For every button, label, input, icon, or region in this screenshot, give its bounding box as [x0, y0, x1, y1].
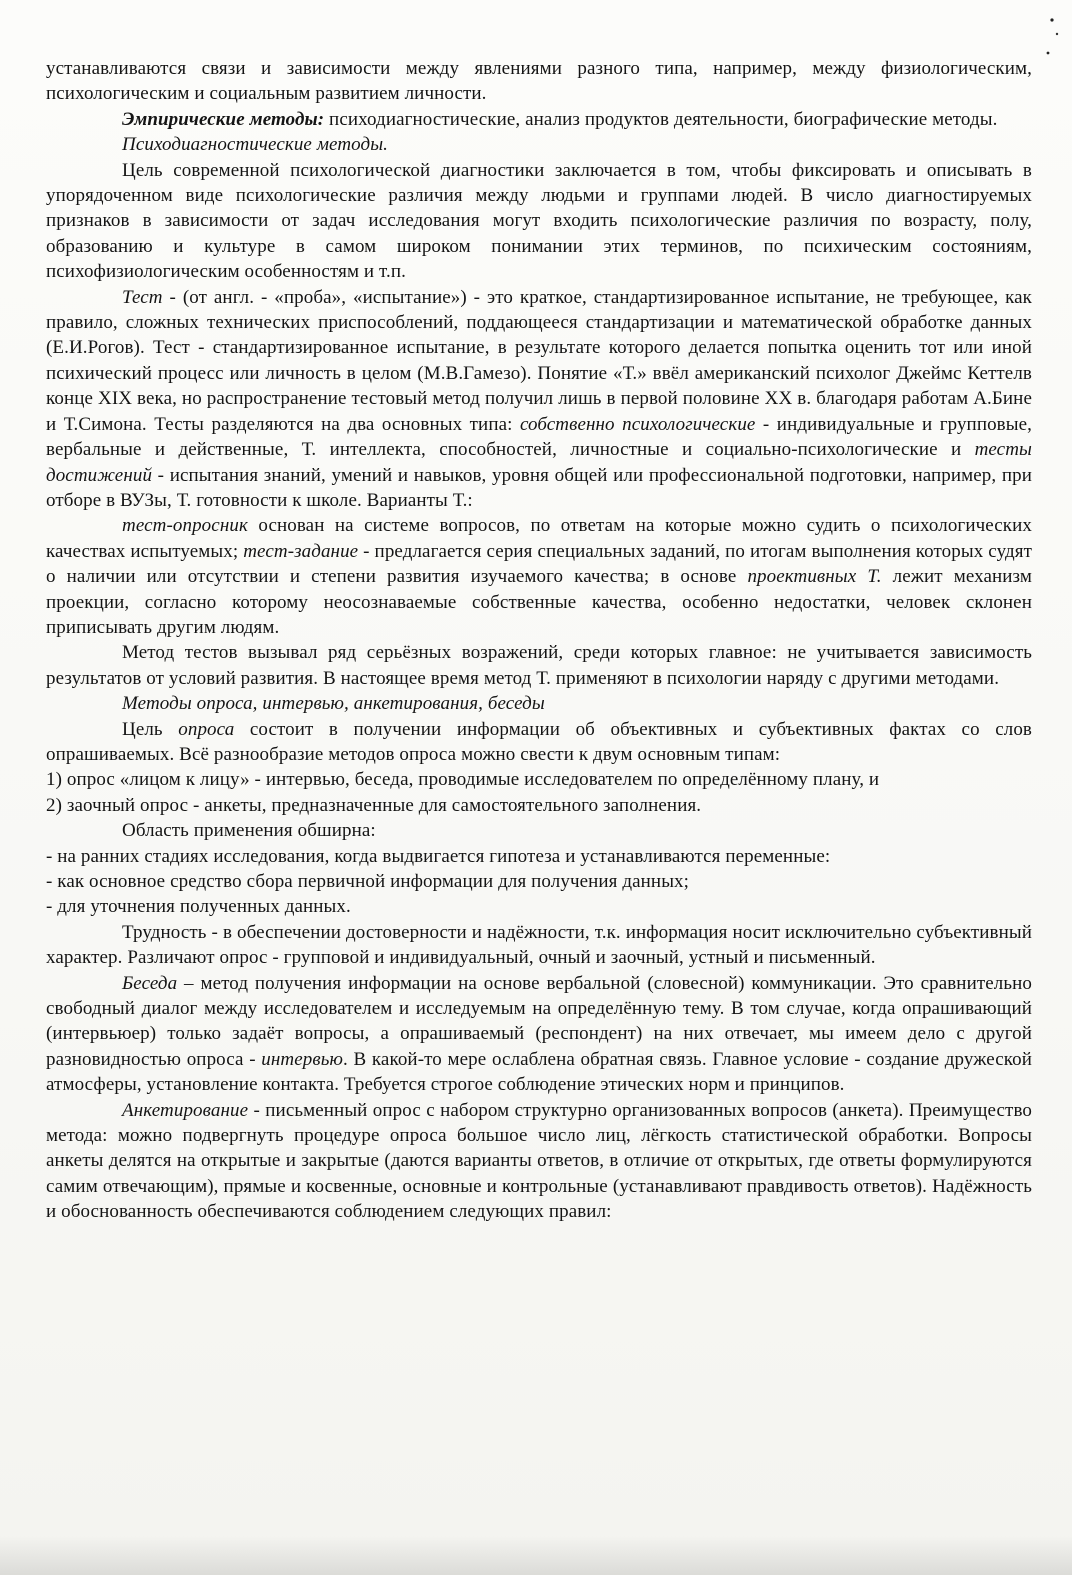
paragraph-conversation: Беседа – метод получения информации на основе вербальной (словесной) коммуникации. Это сравнительно свободный диалог между исследователем и исследуемым на определённую тему. В том случае, когда опрашивающий (интервьюер) только задаёт вопросы, а опрашиваемый (респондент) на них отвечает, мы имеем дело с другой разновидностью опроса - интервью. В какой-то мере ослаблена обратная связь. Главное условие - создание дружеской атмосферы, установление контакта. Требуется строгое соблюдение этических норм и принципов.: [46, 972, 1032, 1096]
term-empirical-methods: Эмпирические методы:: [122, 108, 325, 130]
list-item-correspondence: 2) заочный опрос - анкеты, предназначенные для самостоятельного заполнения.: [46, 794, 702, 816]
paragraph-intro: устанавливаются связи и зависимости между явлениями разного типа, например, между физиологическим, психологическим и социальным развитием личности.: [46, 58, 1032, 105]
heading-survey-methods: Методы опроса, интервью, анкетирования, беседы: [122, 693, 545, 715]
paragraph-test-definition: Тест - (от англ. - «проба», «испытание») - это краткое, стандартизированное испытание, не требующее, как правило, сложных технических приспособлений, поддающееся стандартизации и математической обработке данных (Е.И.Рогов). Тест - стандартизированное испытание, в результате которого делается попытка оценить тот или иной психический процесс или личность в целом (М.В.Гамезо). Понятие «Т.» ввёл американский психолог Джеймс Кеттелв конце XIX века, но распространение тестовый метод получил лишь в первой половине XX в. благодаря работам А.Бине и Т.Симона. Тесты разделяются на два основных типа: собственно психологические - индивидуальные и групповые, вербальные и действенные, Т. интеллекта, способностей, личностные и социально-психологические и тесты достижений - испытания знаний, умений и навыков, уровня общей или профессиональной подготовки, например, при отборе в ВУЗы, Т. готовности к школе. Варианты Т.:: [46, 286, 1033, 511]
term-achievement-tests: тесты достижений: [46, 439, 1032, 486]
term-questionnaire: Анкетирование: [122, 1099, 249, 1121]
paragraph-difficulty: Трудность - в обеспечении достоверности и надёжности, т.к. информация носит исключительно субъективный характер. Различают опрос - групповой и индивидуальный, очный и заочный, устный и письменный.: [46, 921, 1032, 969]
paragraph-application-area: Область применения обширна:: [122, 820, 376, 842]
heading-psychodiagnostic-methods: Психодиагностические методы.: [122, 134, 389, 156]
paragraph-empirical-methods: Эмпирические методы: психодиагностические, анализ продуктов деятельности, биографические методы.: [122, 108, 998, 130]
term-projective-tests: проективных Т.: [747, 566, 882, 588]
list-item-clarification: - для уточнения полученных данных.: [46, 896, 351, 918]
term-psychological-tests: собственно психологические: [519, 413, 756, 435]
scan-speck-marks: [1024, 12, 1064, 72]
term-survey: опроса: [178, 718, 235, 740]
term-test-questionnaire: тест-опросник: [122, 515, 248, 537]
term-test-task: тест-задание: [243, 540, 359, 562]
scan-bottom-shadow: [0, 1535, 1072, 1575]
paragraph-test-criticism: Метод тестов вызывал ряд серьёзных возражений, среди которых главное: не учитывается зависимость результатов от условий развития. В настоящее время метод Т. применяют в психологии наряду с другими методами.: [46, 642, 1032, 689]
term-test: Тест: [122, 286, 163, 308]
paragraph-survey-goal: Цель опроса состоит в получении информации об объективных и субъективных фактах со слов опрашиваемых. Всё разнообразие методов опроса можно свести к двум основным типам:: [46, 718, 1032, 765]
paragraph-questionnaire: Анкетирование - письменный опрос с набором структурно организованных вопросов (анкета). Преимущество метода: можно подвергнуть процедуре опроса большое число лиц, лёгкость статистической обработки. Вопросы анкеты делятся на открытые и закрытые (даются варианты ответов, в отличие от открытых, где ответы формулируются самим отвечающим), прямые и косвенные, основные и контрольные (устанавливают правдивость ответов). Надёжность и обоснованность обеспечиваются соблюдением следующих правил:: [46, 1099, 1032, 1223]
list-item-primary-data: - как основное средство сбора первичной информации для получения данных;: [46, 871, 690, 892]
term-conversation: Беседа: [122, 972, 178, 994]
term-interview: интервью: [261, 1048, 343, 1070]
paragraph-test-variants: тест-опросник основан на системе вопросов, по ответам на которые можно судить о психологических качествах испытуемых; тест-задание - предлагается серия специальных заданий, по итогам выполнения которых судят о наличии или отсутствии и степени развития изучаемого качества; в основе проективных Т. лежит механизм проекции, согласно которому неосознаваемые собственные качества, особенно недостатки, человек склонен приписывать другим людям.: [46, 515, 1033, 638]
list-item-face-to-face: 1) опрос «лицом к лицу» - интервью, беседа, проводимые исследователем по определённому плану, и: [46, 769, 880, 791]
paragraph-diagnostics-goal: Цель современной психологической диагностики заключается в том, чтобы фиксировать и описывать в упорядоченном виде психологические различия между людьми и группами людей. В число диагностируемых признаков в зависимости от задач исследования могут входить психологические различия по возрасту, полу, образованию и культуре в самом широком понимании этих терминов, по психическим состояниям, психофизиологическим особенностям и т.п.: [46, 159, 1032, 283]
document-body: [46, 56, 1032, 1225]
list-item-early-stages: - на ранних стадиях исследования, когда выдвигается гипотеза и устанавливаются переменные:: [46, 845, 831, 867]
